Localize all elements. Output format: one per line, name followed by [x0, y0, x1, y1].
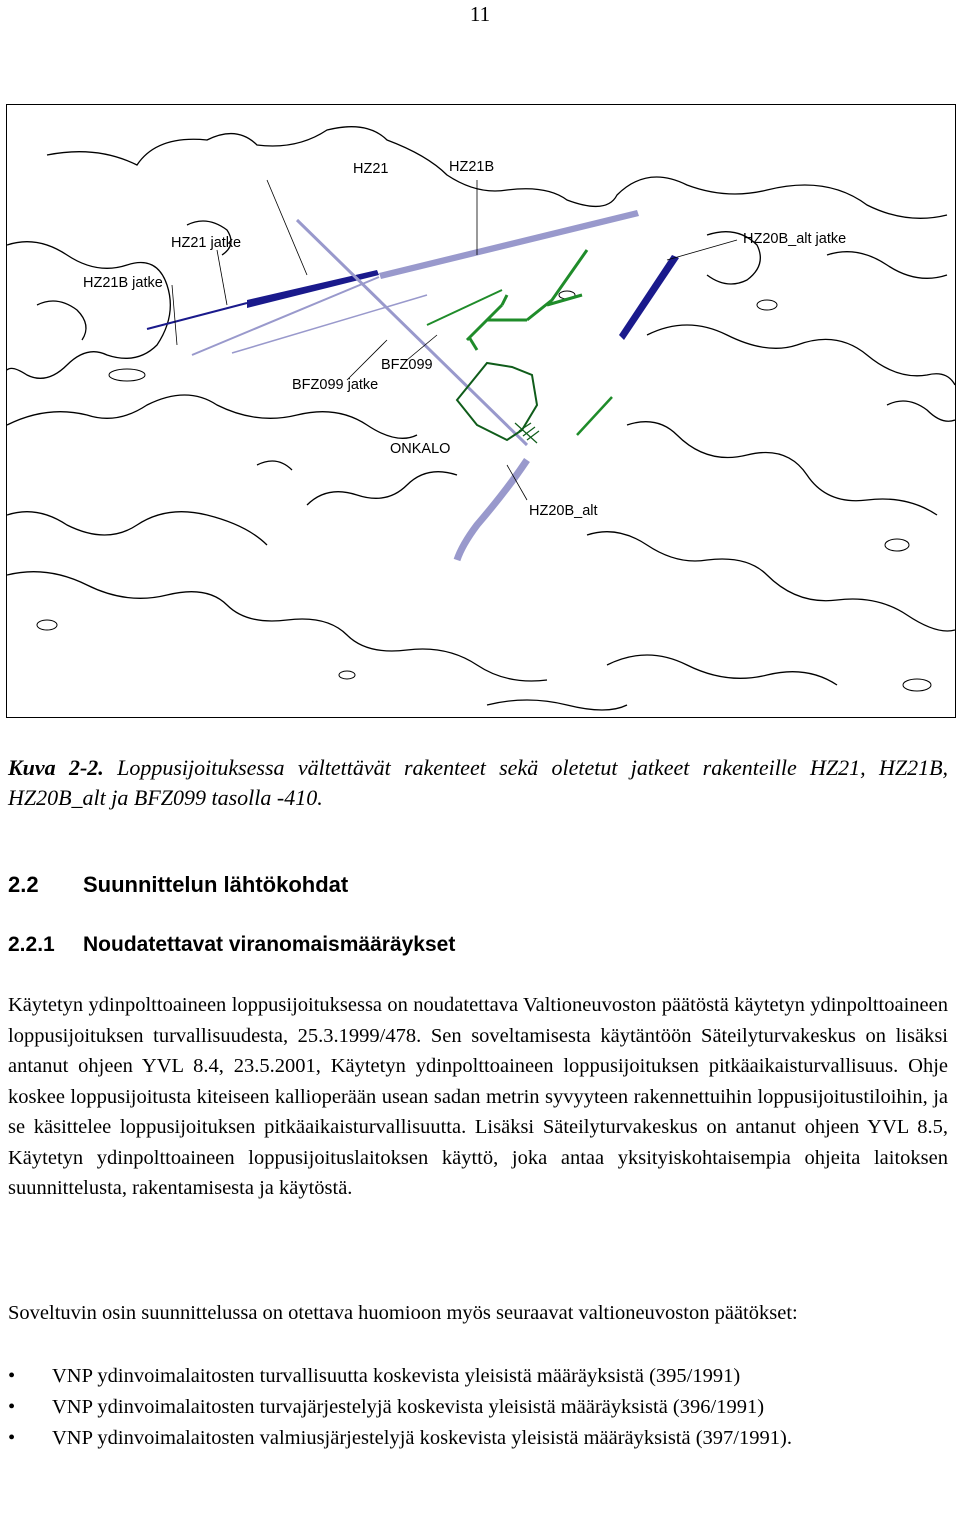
onkalo-tunnel	[457, 363, 537, 440]
subsection-heading	[8, 933, 455, 957]
map-canvas	[7, 105, 955, 717]
figure-caption	[8, 753, 948, 813]
paragraph-regulations: Käytetyn ydinpolttoaineen loppusijoituksessa on noudatettava Valtioneuvoston päätöstä käytetyn ydinpolttoaineen loppusijoituksen turvallisuudesta, 25.3.1999/478. Sen soveltamisesta käytäntöön Säteilyturvakeskus on lisäksi antanut ohjeen YVL 8.4, 23.5.2001, Käytetyn ydinpolttoaineen loppusijoituksen pitkäaikaisturvallisuus. Ohje koskee loppusijoitusta kiteiseen kallioperään usean sadan metrin syvyyteen rakennettuihin loppusijoitustiloihin, ja se käsittelee loppusijoituksen pitkäaikaisturvallisuutta. Lisäksi Säteilyturvakeskus on antanut ohjeen YVL 8.5, Käytetyn ydinpolttoaineen loppusijoituslaitoksen käyttö, joka antaa yksityiskohtaisempia ohjeita laitoksen suunnittelusta, rakentamisesta ja käytöstä.	[8, 994, 948, 1199]
page-number: 11	[469, 2, 491, 26]
zone-hz21b	[247, 270, 379, 308]
caption-text: Loppusijoituksessa vältettävät rakenteet sekä oletetut jatkeet rakenteille HZ21, HZ21B, HZ20B_alt ja BFZ099 tasolla -410.	[8, 755, 949, 810]
label-bfz099: BFZ099	[381, 357, 433, 373]
label-bfz099-jatke: BFZ099 jatke	[292, 377, 379, 393]
list-item-text: VNP ydinvoimalaitosten valmiusjärjestelyjä koskevista yleisistä määräyksistä (397/1991).	[52, 1427, 792, 1449]
section-number: 2.2	[8, 872, 39, 897]
subsection-title: Noudatettavat viranomaismääräykset	[83, 933, 456, 956]
label-hz21: HZ21	[353, 161, 389, 177]
bullet-icon: •	[8, 1427, 16, 1449]
label-hz21b-jatke: HZ21B jatke	[83, 275, 163, 291]
caption-label: Kuva 2-2.	[8, 755, 104, 780]
list-item-text: VNP ydinvoimalaitosten turvallisuutta koskevista yleisistä määräyksistä (395/1991)	[52, 1365, 741, 1387]
list-item-text: VNP ydinvoimalaitosten turvajärjestelyjä koskevista yleisistä määräyksistä (396/1991)	[52, 1396, 765, 1418]
label-hz20b-alt: HZ20B_alt	[529, 503, 598, 519]
islands	[37, 291, 931, 691]
list-item	[8, 1392, 948, 1423]
label-hz20b-alt-jatke: HZ20B_alt jatke	[743, 231, 847, 247]
zone-bfz099	[467, 250, 587, 350]
zone-hz20b-alt-upper	[297, 220, 527, 445]
list-item	[8, 1361, 948, 1392]
subsection-number: 2.2.1	[8, 933, 55, 956]
zone-green-small	[577, 397, 612, 435]
label-hz21b: HZ21B	[449, 159, 495, 175]
section-heading	[8, 872, 348, 898]
bullet-icon: •	[8, 1396, 16, 1418]
paragraph-decisions-intro: Soveltuvin osin suunnittelussa on otettava huomioon myös seuraavat valtioneuvoston päätökset:	[8, 1302, 798, 1324]
zone-hz21b-jatke	[147, 303, 247, 329]
zone-hz21-jatke	[192, 277, 379, 355]
leader-lines	[172, 180, 737, 500]
bullet-icon: •	[8, 1365, 16, 1387]
coastline	[7, 127, 955, 710]
label-hz21-jatke: HZ21 jatke	[171, 235, 242, 251]
zone-hz20b-alt	[457, 460, 527, 560]
decisions-list	[8, 1361, 948, 1454]
zone-hz21	[379, 210, 639, 279]
label-onkalo: ONKALO	[390, 441, 451, 457]
list-item	[8, 1423, 948, 1454]
section-title: Suunnittelun lähtökohdat	[83, 872, 349, 897]
figure-map	[6, 104, 956, 718]
